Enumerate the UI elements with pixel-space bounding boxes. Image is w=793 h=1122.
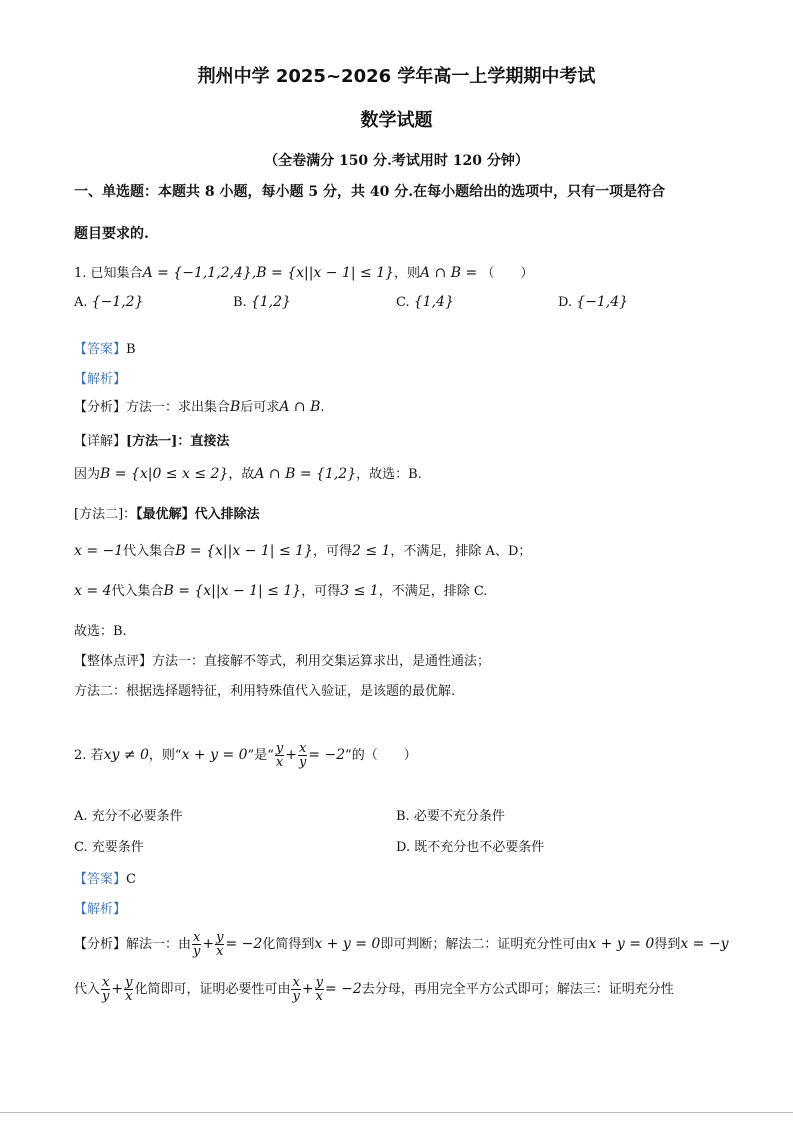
fraction-y-over-x	[215, 931, 224, 958]
formula: x = −1	[74, 543, 124, 559]
text: 代入	[74, 982, 101, 997]
formula: B	[230, 399, 241, 415]
fraction-x-over-y	[298, 742, 307, 769]
text: ，故	[228, 467, 255, 482]
q1-answer	[74, 338, 136, 357]
option-value: 必要不充分条件	[413, 809, 505, 824]
q1-option-b	[233, 294, 291, 310]
numerator: y	[125, 975, 133, 990]
denominator: y	[102, 989, 110, 1004]
q1-method2-line1	[74, 540, 531, 559]
numerator: x	[298, 741, 307, 756]
q1-method1-line	[74, 463, 422, 482]
exam-note: （全卷满分 150 分.考试用时 120 分钟）	[264, 153, 529, 169]
review-tag: 【整体点评】	[74, 654, 153, 669]
formula: B = {x||x − 1| ≤ 1}	[163, 583, 302, 599]
text: 代入集合	[123, 544, 176, 559]
intersection-formula: A ∩ B =	[420, 265, 478, 281]
answer-value: B	[126, 342, 136, 357]
text: 若	[90, 748, 104, 763]
formula: A ∩ B	[279, 399, 321, 415]
option-label: B.	[233, 295, 247, 310]
formula: x + y = 0	[181, 747, 248, 763]
section-heading-line2: 题目要求的.	[74, 226, 149, 242]
question-text: 已知集合	[90, 266, 143, 281]
question-1-stem	[74, 262, 533, 281]
text: 方法一：直接解不等式，利用交集运算求出，是通性通法；	[152, 654, 491, 669]
numerator: x	[193, 931, 201, 945]
page-bottom-divider	[0, 1112, 793, 1113]
text: ，故选：B.	[356, 467, 422, 482]
q2-fenxi-line1	[74, 931, 764, 958]
formula: +	[301, 981, 314, 997]
formula: B = {x|0 ≤ x ≤ 2}	[100, 466, 229, 482]
formula: xy ≠ 0	[103, 747, 149, 763]
option-value: 充要条件	[91, 840, 144, 855]
q1-method2-heading	[74, 503, 260, 522]
question-number: 2.	[74, 748, 87, 763]
q2-fenxi-line2	[74, 976, 674, 1003]
fraction-y-over-x	[275, 742, 284, 769]
formula: x = −y	[680, 936, 729, 952]
text: 后可求	[240, 400, 280, 415]
method-heading: 【最优解】代入排除法	[136, 507, 260, 522]
formula: 3 ≤ 1	[340, 583, 379, 599]
denominator: y	[298, 755, 307, 770]
text: ，不满足，排除 C.	[378, 584, 488, 599]
formula: B = {x||x − 1| ≤ 1}	[175, 543, 313, 559]
q1-xiangjie	[74, 430, 229, 449]
fraction-y-over-x	[315, 976, 324, 1003]
option-value: {1,4}	[413, 294, 454, 310]
option-label: D.	[396, 840, 411, 855]
fraction-y-over-x	[124, 976, 133, 1003]
formula: 2 ≤ 1	[351, 543, 391, 559]
formula: = −2	[308, 747, 346, 763]
option-label: D.	[558, 295, 573, 310]
text: [方法二]：	[74, 507, 137, 522]
text: 因为	[74, 467, 101, 482]
option-value: {−1,2}	[91, 294, 144, 310]
q1-analysis-tag: 【解析】	[74, 372, 127, 387]
section-heading-line1: 一、单选题：本题共 8 小题，每小题 5 分，共 40 分.在每小题给出的选项中，只有一项是符合	[74, 184, 666, 200]
exam-title: 荆州中学 2025~2026 学年高一上学期期中考试	[197, 66, 596, 87]
option-value: {1,2}	[250, 294, 291, 310]
q1-fenxi	[74, 396, 325, 415]
text: .	[320, 400, 325, 415]
exam-subtitle: 数学试题	[360, 110, 433, 131]
question-text: ，则	[394, 266, 421, 281]
numerator: y	[216, 931, 224, 945]
formula: +	[202, 936, 215, 952]
numerator: y	[275, 741, 284, 756]
fenxi-tag: 【分析】	[74, 400, 127, 415]
option-label: A.	[74, 295, 88, 310]
q1-review-line2: 方法二：根据选择题特征，利用特殊值代入验证，是该题的最优解.	[74, 684, 456, 699]
option-value: 既不充分也不必要条件	[414, 840, 545, 855]
formula: = −2	[225, 936, 263, 952]
q1-review	[74, 650, 490, 669]
set-b-formula: ,B = {x||x − 1| ≤ 1}	[251, 265, 395, 281]
numerator: x	[102, 975, 110, 990]
text: 化简得到	[262, 937, 315, 952]
text: ，可得	[312, 544, 352, 559]
question-number: 1.	[74, 266, 87, 281]
text: 去分母，再用完全平方公式即可；解法三：证明充分性	[361, 982, 674, 997]
denominator: y	[193, 944, 201, 958]
denominator: x	[125, 989, 133, 1004]
text: 解法一：由	[126, 937, 192, 952]
xiangjie-tag: 【详解】	[74, 434, 127, 449]
q1-option-d	[558, 294, 628, 310]
q2-option-d	[396, 836, 544, 855]
fraction-x-over-y	[101, 976, 110, 1003]
q2-option-a	[74, 805, 183, 824]
formula: x = 4	[74, 583, 112, 599]
q1-conclusion: 故选：B.	[74, 624, 127, 639]
text: ，则“	[148, 748, 182, 763]
denominator: x	[315, 989, 323, 1004]
method-heading: [方法一]：直接法	[126, 434, 230, 449]
option-label: B.	[396, 809, 410, 824]
q2-analysis-tag: 【解析】	[74, 902, 127, 917]
q2-answer	[74, 868, 136, 887]
formula: x + y = 0	[588, 936, 655, 952]
fraction-x-over-y	[291, 976, 300, 1003]
option-label: C.	[74, 840, 88, 855]
answer-value: C	[126, 872, 136, 887]
text: 代入集合	[111, 584, 164, 599]
numerator: x	[292, 975, 300, 990]
option-value: 充分不必要条件	[91, 809, 183, 824]
answer-tag: 【答案】	[74, 872, 127, 887]
denominator: x	[216, 944, 224, 958]
q2-option-b	[396, 805, 505, 824]
q1-option-c	[396, 294, 454, 310]
denominator: y	[292, 989, 300, 1004]
q1-method2-line2	[74, 580, 487, 599]
formula: = −2	[324, 981, 362, 997]
answer-paren: （ ）	[481, 266, 534, 281]
formula: +	[111, 981, 124, 997]
option-label: C.	[396, 295, 410, 310]
fenxi-tag: 【分析】	[74, 937, 127, 952]
q2-option-c	[74, 836, 144, 855]
option-value: {−1,4}	[576, 294, 629, 310]
question-2-stem	[74, 742, 417, 769]
option-label: A.	[74, 809, 88, 824]
text: ”是“	[247, 748, 274, 763]
formula: +	[285, 747, 297, 763]
text: 得到	[654, 937, 681, 952]
text: ，不满足，排除 A、D；	[390, 544, 532, 559]
text: 方法一：求出集合	[126, 400, 231, 415]
denominator: x	[275, 755, 284, 770]
formula: x + y = 0	[314, 936, 381, 952]
text: 即可判断；解法二：证明充分性可由	[380, 937, 589, 952]
text: ，可得	[301, 584, 341, 599]
answer-tag: 【答案】	[74, 342, 127, 357]
text: ”的（ ）	[345, 748, 417, 763]
numerator: y	[315, 975, 323, 990]
text: 化简即可，证明必要性可由	[134, 982, 291, 997]
formula: A ∩ B = {1,2}	[254, 466, 357, 482]
q1-option-a	[74, 294, 143, 310]
fraction-x-over-y	[192, 931, 201, 958]
set-a-formula: A = {−1,1,2,4}	[142, 265, 252, 281]
